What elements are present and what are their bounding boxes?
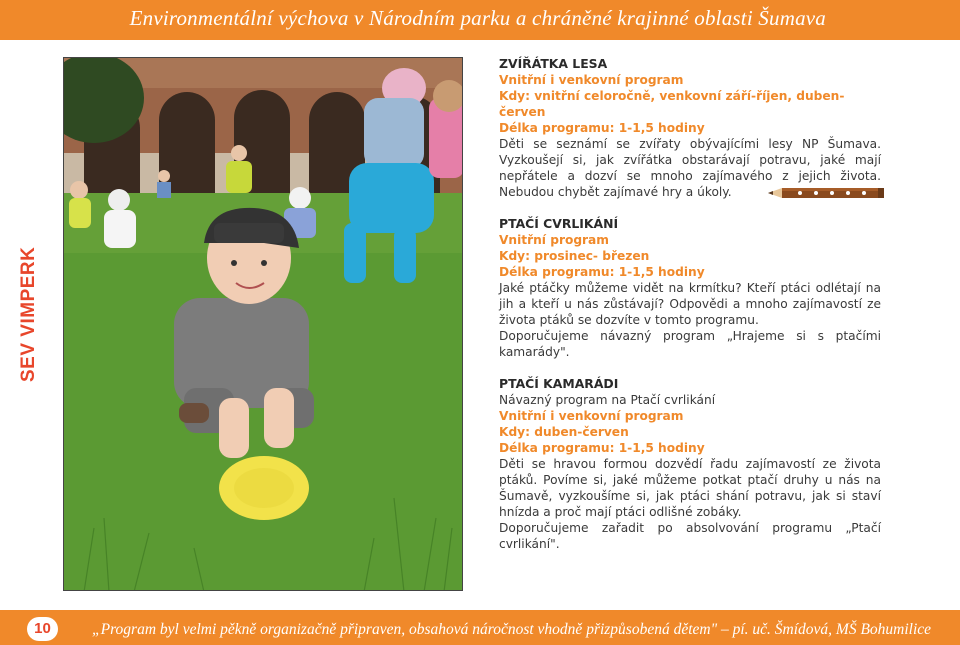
program-zviratka-lesa — [499, 56, 881, 200]
program-subtitle: Návazný program na Ptačí cvrlikání — [499, 393, 716, 407]
program-duration: Délka programu: 1-1,5 hodiny — [499, 441, 705, 455]
program-recommendation: Doporučujeme zařadit po absolvování programu „Ptačí cvrlikání". — [499, 521, 881, 551]
program-title: PTAČÍ CVRLIKÁNÍ — [499, 216, 619, 231]
program-recommendation: Doporučujeme návazný program „Hrajeme si s ptačími kamarády". — [499, 329, 881, 359]
program-when: Kdy: vnitřní celoročně, venkovní září-říjen, duben-červen — [499, 89, 845, 119]
program-duration: Délka programu: 1-1,5 hodiny — [499, 265, 705, 279]
footer-quote: „Program byl velmi pěkně organizačně připraven, obsahová náročnost vhodně přizpůsobená dětem" – pí. uč. Šmídová, MŠ Bohumilice — [92, 621, 932, 638]
program-description: Děti se hravou formou dozvědí řadu zajímavostí ze života ptáků. Povíme si, jaké můžeme potkat ptačí druhy u nás na Šumavě, vyzkoušíme si, jak ptáci shání potravu, jak si staví hnízda a proč mají ptáci odlišné zobáky. — [499, 457, 881, 519]
page-header-title: Environmentální výchova v Národním parku a chráněné krajinné oblasti Šumava — [129, 6, 826, 30]
program-title: PTAČÍ KAMARÁDI — [499, 376, 619, 391]
child-in-grass-photo — [63, 57, 463, 591]
program-when: Kdy: duben-červen — [499, 425, 629, 439]
program-description: Jaké ptáčky můžeme vidět na krmítku? Kteří ptáci odlétají na jih a kteří u nás zůstávají? Odpovědi a mnoho zajímavostí ze života ptáků se dozvíte v tomto programu. — [499, 281, 881, 327]
program-type: Vnitřní i venkovní program — [499, 409, 684, 423]
side-label: SEV VIMPERK — [18, 246, 39, 382]
program-duration: Délka programu: 1-1,5 hodiny — [499, 121, 705, 135]
program-title: ZVÍŘÁTKA LESA — [499, 56, 608, 71]
program-description: Děti se seznámí se zvířaty obývajícími lesy NP Šumava. Vyzkoušejí si, jak zvířátka obstarávají potravu, jaké mají nepřátele a dozví se mnoho zajímavého z jejich života. Nebudou chybět zajímavé hry a úkoly. — [499, 137, 881, 199]
program-ptaci-cvrlikani — [499, 216, 881, 360]
photo-illustration — [64, 58, 463, 591]
program-type: Vnitřní i venkovní program — [499, 73, 684, 87]
program-when: Kdy: prosinec- březen — [499, 249, 650, 263]
program-list — [499, 56, 881, 568]
program-type: Vnitřní program — [499, 233, 609, 247]
page-number: 10 — [27, 617, 58, 641]
program-ptaci-kamaradi — [499, 376, 881, 552]
